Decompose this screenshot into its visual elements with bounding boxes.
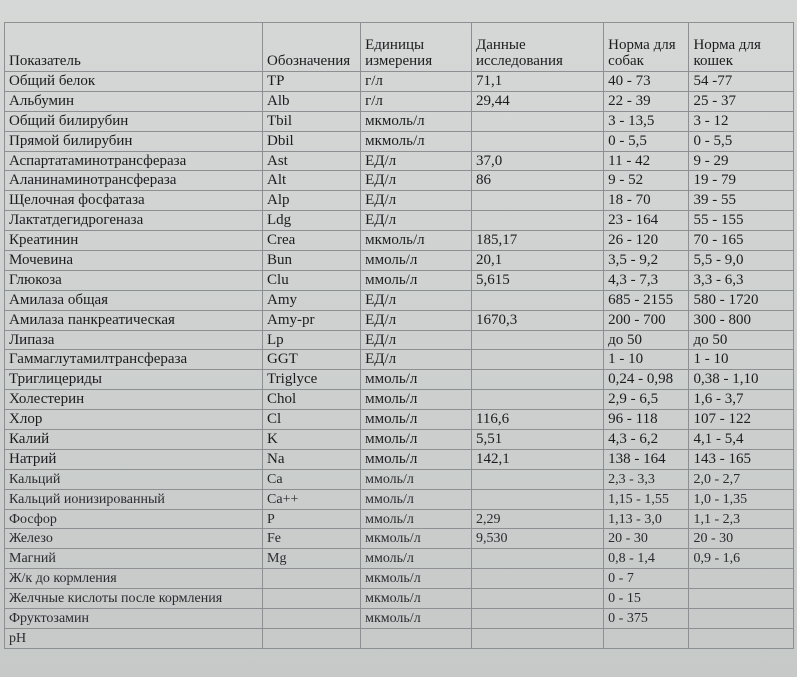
- table-row: [5, 330, 794, 350]
- table-row: [5, 350, 794, 370]
- cat-norm-cell: 107 - 122: [689, 410, 794, 430]
- code-cell: Alp: [263, 191, 361, 211]
- table-row: [5, 131, 794, 151]
- dog-norm-cell: 200 - 700: [604, 310, 689, 330]
- code-cell: Ast: [263, 151, 361, 171]
- unit-cell: [361, 628, 472, 648]
- unit-cell: ммоль/л: [361, 251, 472, 271]
- table-row: [5, 290, 794, 310]
- indicator-name-cell: Железо: [5, 529, 263, 549]
- cat-norm-cell: 20 - 30: [689, 529, 794, 549]
- indicator-name-cell: Фруктозамин: [5, 609, 263, 629]
- result-value-cell: [471, 290, 603, 310]
- dog-norm-cell: 138 - 164: [604, 449, 689, 469]
- indicator-name-cell: Альбумин: [5, 91, 263, 111]
- indicator-name-cell: Кальций: [5, 469, 263, 489]
- code-cell: GGT: [263, 350, 361, 370]
- cat-norm-cell: 4,1 - 5,4: [689, 430, 794, 450]
- code-cell: [263, 589, 361, 609]
- indicator-name-cell: Хлор: [5, 410, 263, 430]
- indicator-name-cell: Прямой билирубин: [5, 131, 263, 151]
- dog-norm-cell: 11 - 42: [604, 151, 689, 171]
- result-value-cell: 9,530: [471, 529, 603, 549]
- unit-cell: ммоль/л: [361, 549, 472, 569]
- dog-norm-cell: 4,3 - 6,2: [604, 430, 689, 450]
- cat-norm-cell: 0,9 - 1,6: [689, 549, 794, 569]
- dog-norm-cell: 685 - 2155: [604, 290, 689, 310]
- code-cell: Cl: [263, 410, 361, 430]
- indicator-name-cell: Ж/к до кормления: [5, 569, 263, 589]
- dog-norm-cell: 96 - 118: [604, 410, 689, 430]
- cat-norm-cell: 3,3 - 6,3: [689, 270, 794, 290]
- indicator-name-cell: Амилаза панкреатическая: [5, 310, 263, 330]
- indicator-name-cell: Магний: [5, 549, 263, 569]
- indicator-name-cell: Глюкоза: [5, 270, 263, 290]
- table-row: [5, 449, 794, 469]
- result-value-cell: [471, 191, 603, 211]
- result-value-cell: 37,0: [471, 151, 603, 171]
- table-row: [5, 549, 794, 569]
- cat-norm-cell: 1,0 - 1,35: [689, 489, 794, 509]
- result-value-cell: 29,44: [471, 91, 603, 111]
- dog-norm-cell: 1,13 - 3,0: [604, 509, 689, 529]
- cat-norm-cell: 1,1 - 2,3: [689, 509, 794, 529]
- result-value-cell: [471, 569, 603, 589]
- table-row: [5, 390, 794, 410]
- result-value-cell: 2,29: [471, 509, 603, 529]
- unit-cell: ЕД/л: [361, 350, 472, 370]
- code-cell: P: [263, 509, 361, 529]
- table-row: [5, 231, 794, 251]
- dog-norm-cell: 2,9 - 6,5: [604, 390, 689, 410]
- unit-cell: ЕД/л: [361, 151, 472, 171]
- code-cell: Triglyce: [263, 370, 361, 390]
- indicator-name-cell: Триглицериды: [5, 370, 263, 390]
- unit-cell: мкмоль/л: [361, 569, 472, 589]
- cat-norm-cell: 1 - 10: [689, 350, 794, 370]
- unit-cell: ммоль/л: [361, 270, 472, 290]
- dog-norm-cell: 0 - 375: [604, 609, 689, 629]
- indicator-name-cell: Общий белок: [5, 72, 263, 92]
- indicator-name-cell: Аланинаминотрансфераза: [5, 171, 263, 191]
- cat-norm-cell: 1,6 - 3,7: [689, 390, 794, 410]
- result-value-cell: [471, 330, 603, 350]
- result-value-cell: [471, 370, 603, 390]
- dog-norm-cell: 2,3 - 3,3: [604, 469, 689, 489]
- indicator-name-cell: Лактатдегидрогеназа: [5, 211, 263, 231]
- code-cell: Mg: [263, 549, 361, 569]
- dog-norm-cell: [604, 628, 689, 648]
- cat-norm-cell: 3 - 12: [689, 111, 794, 131]
- indicator-name-cell: Щелочная фосфатаза: [5, 191, 263, 211]
- dog-norm-cell: 9 - 52: [604, 171, 689, 191]
- result-value-cell: 86: [471, 171, 603, 191]
- table-row: [5, 609, 794, 629]
- cat-norm-cell: 5,5 - 9,0: [689, 251, 794, 271]
- header-row: [5, 23, 794, 72]
- dog-norm-cell: 1 - 10: [604, 350, 689, 370]
- result-value-cell: 1670,3: [471, 310, 603, 330]
- indicator-name-cell: Аспартатаминотрансфераза: [5, 151, 263, 171]
- unit-cell: ммоль/л: [361, 390, 472, 410]
- unit-cell: ЕД/л: [361, 191, 472, 211]
- dog-norm-cell: 3 - 13,5: [604, 111, 689, 131]
- result-value-cell: [471, 350, 603, 370]
- result-value-cell: [471, 211, 603, 231]
- result-value-cell: [471, 609, 603, 629]
- code-cell: Alt: [263, 171, 361, 191]
- code-cell: Tbil: [263, 111, 361, 131]
- dog-norm-cell: 0 - 15: [604, 589, 689, 609]
- cut-off-heading: [230, 0, 590, 6]
- code-cell: Fe: [263, 529, 361, 549]
- table-row: [5, 72, 794, 92]
- dog-norm-cell: 0,24 - 0,98: [604, 370, 689, 390]
- unit-cell: мкмоль/л: [361, 609, 472, 629]
- cat-norm-cell: 19 - 79: [689, 171, 794, 191]
- header-cell: Единицы измерения: [361, 23, 472, 72]
- code-cell: Amy-pr: [263, 310, 361, 330]
- unit-cell: мкмоль/л: [361, 231, 472, 251]
- code-cell: Dbil: [263, 131, 361, 151]
- table-row: [5, 589, 794, 609]
- table-row: [5, 171, 794, 191]
- cat-norm-cell: [689, 628, 794, 648]
- unit-cell: ммоль/л: [361, 370, 472, 390]
- dog-norm-cell: 26 - 120: [604, 231, 689, 251]
- code-cell: Ca: [263, 469, 361, 489]
- unit-cell: мкмоль/л: [361, 529, 472, 549]
- result-value-cell: 5,615: [471, 270, 603, 290]
- cat-norm-cell: 0,38 - 1,10: [689, 370, 794, 390]
- indicator-name-cell: Натрий: [5, 449, 263, 469]
- dog-norm-cell: 20 - 30: [604, 529, 689, 549]
- code-cell: Alb: [263, 91, 361, 111]
- table-row: [5, 469, 794, 489]
- code-cell: Ca++: [263, 489, 361, 509]
- result-value-cell: [471, 549, 603, 569]
- table-row: [5, 489, 794, 509]
- cat-norm-cell: 39 - 55: [689, 191, 794, 211]
- header-cell: Норма для кошек: [689, 23, 794, 72]
- header-cell: Норма для собак: [604, 23, 689, 72]
- table-row: [5, 628, 794, 648]
- dog-norm-cell: до 50: [604, 330, 689, 350]
- cat-norm-cell: 54 -77: [689, 72, 794, 92]
- code-cell: [263, 569, 361, 589]
- unit-cell: ЕД/л: [361, 290, 472, 310]
- table-row: [5, 410, 794, 430]
- unit-cell: ммоль/л: [361, 449, 472, 469]
- result-value-cell: [471, 489, 603, 509]
- cat-norm-cell: [689, 609, 794, 629]
- biochemistry-table: [4, 22, 794, 649]
- indicator-name-cell: Общий билирубин: [5, 111, 263, 131]
- table-row: [5, 91, 794, 111]
- dog-norm-cell: 4,3 - 7,3: [604, 270, 689, 290]
- table-row: [5, 111, 794, 131]
- indicator-name-cell: pH: [5, 628, 263, 648]
- cat-norm-cell: 143 - 165: [689, 449, 794, 469]
- result-value-cell: 142,1: [471, 449, 603, 469]
- indicator-name-cell: Фосфор: [5, 509, 263, 529]
- dog-norm-cell: 0,8 - 1,4: [604, 549, 689, 569]
- header-cell: Показатель: [5, 23, 263, 72]
- code-cell: Chol: [263, 390, 361, 410]
- dog-norm-cell: 0 - 5,5: [604, 131, 689, 151]
- indicator-name-cell: Гаммаглутамилтрансфераза: [5, 350, 263, 370]
- unit-cell: ммоль/л: [361, 509, 472, 529]
- unit-cell: мкмоль/л: [361, 111, 472, 131]
- unit-cell: ммоль/л: [361, 469, 472, 489]
- unit-cell: г/л: [361, 72, 472, 92]
- cat-norm-cell: 300 - 800: [689, 310, 794, 330]
- dog-norm-cell: 0 - 7: [604, 569, 689, 589]
- result-value-cell: 20,1: [471, 251, 603, 271]
- indicator-name-cell: Креатинин: [5, 231, 263, 251]
- result-value-cell: 185,17: [471, 231, 603, 251]
- cat-norm-cell: 0 - 5,5: [689, 131, 794, 151]
- indicator-name-cell: Калий: [5, 430, 263, 450]
- result-value-cell: [471, 111, 603, 131]
- cat-norm-cell: 70 - 165: [689, 231, 794, 251]
- unit-cell: мкмоль/л: [361, 131, 472, 151]
- code-cell: [263, 628, 361, 648]
- code-cell: Na: [263, 449, 361, 469]
- dog-norm-cell: 3,5 - 9,2: [604, 251, 689, 271]
- result-value-cell: [471, 469, 603, 489]
- result-value-cell: [471, 390, 603, 410]
- table-row: [5, 270, 794, 290]
- unit-cell: ЕД/л: [361, 310, 472, 330]
- header-cell: Данные исследования: [471, 23, 603, 72]
- code-cell: [263, 609, 361, 629]
- result-value-cell: 71,1: [471, 72, 603, 92]
- indicator-name-cell: Амилаза общая: [5, 290, 263, 310]
- code-cell: K: [263, 430, 361, 450]
- result-value-cell: [471, 589, 603, 609]
- dog-norm-cell: 23 - 164: [604, 211, 689, 231]
- cat-norm-cell: 580 - 1720: [689, 290, 794, 310]
- indicator-name-cell: Кальций ионизированный: [5, 489, 263, 509]
- dog-norm-cell: 1,15 - 1,55: [604, 489, 689, 509]
- unit-cell: г/л: [361, 91, 472, 111]
- code-cell: Bun: [263, 251, 361, 271]
- indicator-name-cell: Желчные кислоты после кормления: [5, 589, 263, 609]
- cat-norm-cell: 55 - 155: [689, 211, 794, 231]
- result-value-cell: 116,6: [471, 410, 603, 430]
- table-row: [5, 310, 794, 330]
- indicator-name-cell: Липаза: [5, 330, 263, 350]
- dog-norm-cell: 40 - 73: [604, 72, 689, 92]
- table-row: [5, 509, 794, 529]
- table-body: [5, 72, 794, 649]
- cat-norm-cell: 2,0 - 2,7: [689, 469, 794, 489]
- table-row: [5, 251, 794, 271]
- unit-cell: мкмоль/л: [361, 589, 472, 609]
- code-cell: TP: [263, 72, 361, 92]
- table-row: [5, 569, 794, 589]
- unit-cell: ЕД/л: [361, 211, 472, 231]
- cat-norm-cell: 9 - 29: [689, 151, 794, 171]
- result-value-cell: 5,51: [471, 430, 603, 450]
- header-cell: Обозначения: [263, 23, 361, 72]
- indicator-name-cell: Холестерин: [5, 390, 263, 410]
- table-row: [5, 370, 794, 390]
- unit-cell: ЕД/л: [361, 171, 472, 191]
- cat-norm-cell: [689, 589, 794, 609]
- code-cell: Lp: [263, 330, 361, 350]
- unit-cell: ммоль/л: [361, 410, 472, 430]
- code-cell: Ldg: [263, 211, 361, 231]
- cat-norm-cell: 25 - 37: [689, 91, 794, 111]
- cat-norm-cell: [689, 569, 794, 589]
- table-row: [5, 529, 794, 549]
- unit-cell: ЕД/л: [361, 330, 472, 350]
- dog-norm-cell: 18 - 70: [604, 191, 689, 211]
- unit-cell: ммоль/л: [361, 430, 472, 450]
- result-value-cell: [471, 131, 603, 151]
- code-cell: Amy: [263, 290, 361, 310]
- table-row: [5, 191, 794, 211]
- unit-cell: ммоль/л: [361, 489, 472, 509]
- dog-norm-cell: 22 - 39: [604, 91, 689, 111]
- result-value-cell: [471, 628, 603, 648]
- table-row: [5, 430, 794, 450]
- table-row: [5, 211, 794, 231]
- table-row: [5, 151, 794, 171]
- code-cell: Clu: [263, 270, 361, 290]
- indicator-name-cell: Мочевина: [5, 251, 263, 271]
- cat-norm-cell: до 50: [689, 330, 794, 350]
- code-cell: Crea: [263, 231, 361, 251]
